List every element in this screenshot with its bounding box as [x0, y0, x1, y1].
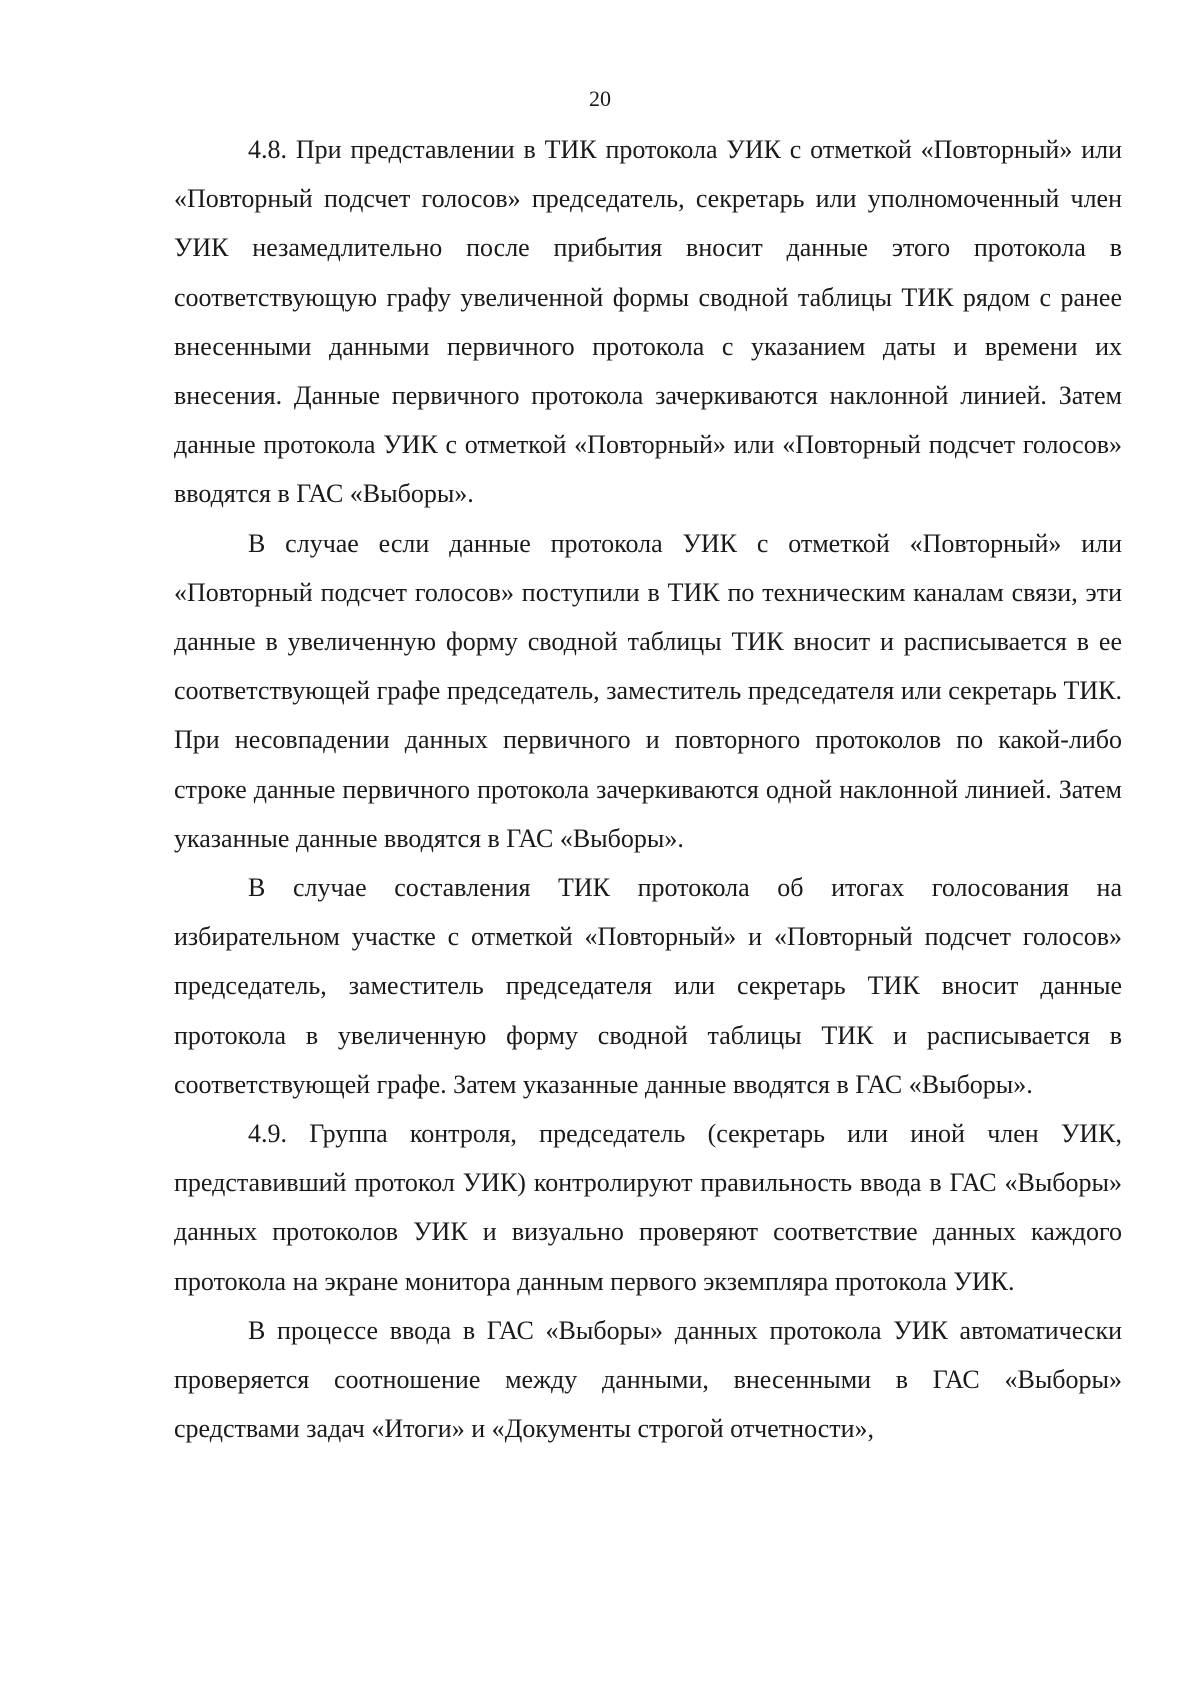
- paragraph-4-9: 4.9. Группа контроля, председатель (секретарь или иной член УИК, представивший протокол УИК) контролируют правильность ввода в ГАС «Выборы» данных протоколов УИК и визуально проверяют соответствие данных каждого протокола на экране монитора данным первого экземпляра протокола УИК.: [174, 1119, 1122, 1296]
- document-body: [174, 125, 1122, 1453]
- paragraph-technical-channels: В случае если данные протокола УИК с отметкой «Повторный» или «Повторный подсчет голосов» поступили в ТИК по техническим каналам связи, эти данные в увеличенную форму сводной таблицы ТИК вносит и расписывается в ее соответствующей графе председатель, заместитель председателя или секретарь ТИК. При несовпадении данных первичного и повторного протоколов по какой-либо строке данные первичного протокола зачеркиваются одной наклонной линией. Затем указанные данные вводятся в ГАС «Выборы».: [174, 528, 1122, 853]
- page-number: 20: [589, 86, 611, 111]
- paragraph-4-8: 4.8. При представлении в ТИК протокола УИК с отметкой «Повторный» или «Повторный подсчет голосов» председатель, секретарь или уполномоченный член УИК незамедлительно после прибытия вносит данные этого протокола в соответствующую графу увеличенной формы сводной таблицы ТИК рядом с ранее внесенными данными первичного протокола с указанием даты и времени их внесения. Данные первичного протокола зачеркиваются наклонной линией. Затем данные протокола УИК с отметкой «Повторный» или «Повторный подсчет голосов» вводятся в ГАС «Выборы».: [174, 135, 1122, 509]
- paragraph-tik-protocol: В случае составления ТИК протокола об итогах голосования на избирательном участке с отметкой «Повторный» и «Повторный подсчет голосов» председатель, заместитель председателя или секретарь ТИК вносит данные протокола в увеличенную форму сводной таблицы ТИК и расписывается в соответствующей графе. Затем указанные данные вводятся в ГАС «Выборы».: [174, 873, 1122, 1099]
- paragraph-input-check: В процессе ввода в ГАС «Выборы» данных протокола УИК автоматически проверяется соотношение между данными, внесенными в ГАС «Выборы» средствами задач «Итоги» и «Документы строгой отчетности»,: [174, 1315, 1122, 1444]
